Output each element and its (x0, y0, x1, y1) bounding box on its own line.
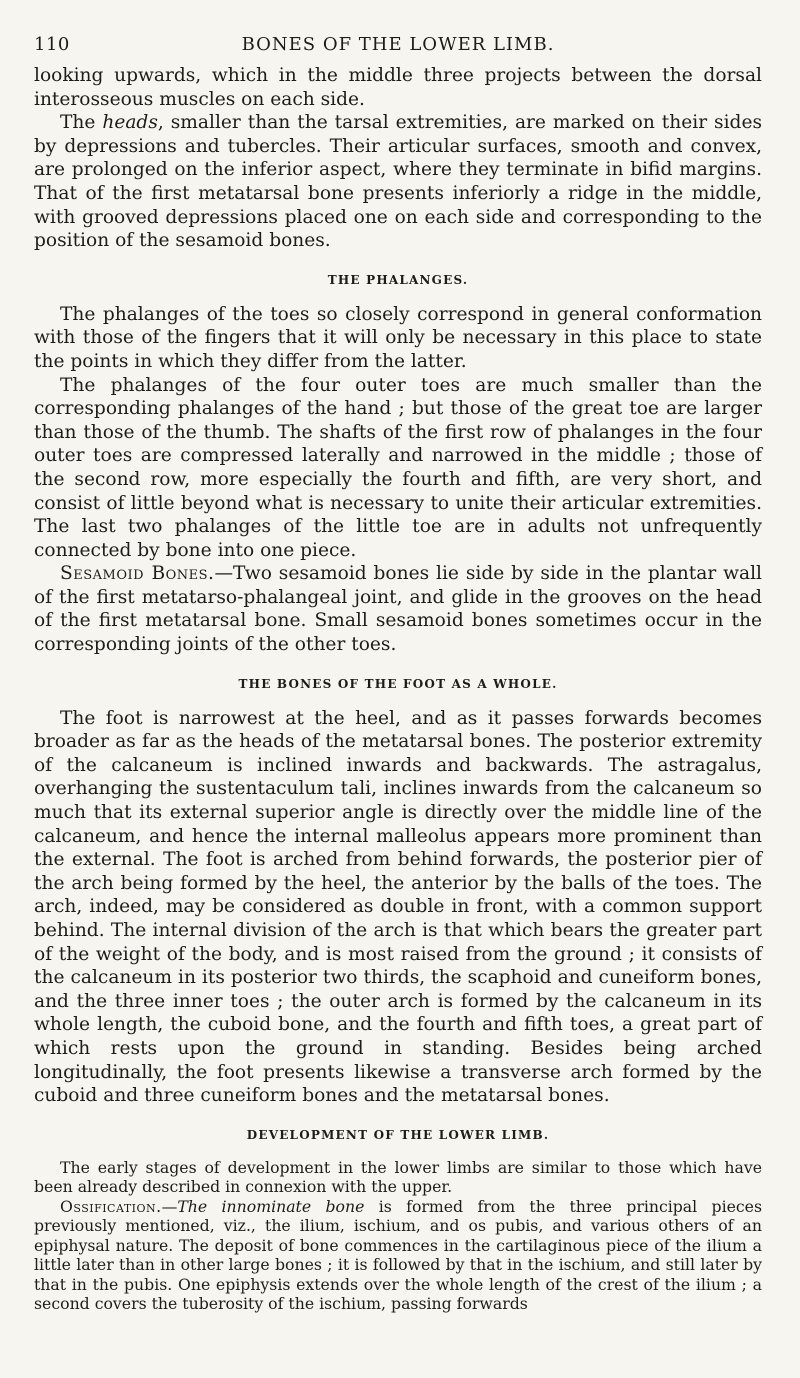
running-head (34, 34, 762, 64)
phalanges-heading: THE PHALANGES. (327, 272, 469, 287)
running-title: BONES OF THE LOWER LIMB. (241, 34, 555, 55)
ossification-paragraph: Ossification.—The innominate bone is formed from the three principal pieces previously mentioned, viz., the ilium, ischium, and os pubis, and various others of an epiphysal nature. The deposit of bone commences in the cartilaginous piece of the ilium a little later than in other large bones ; it is followed by that in the ischium, and still later by that in the pubis. One epiphysis extends over the whole length of the crest of the ilium ; a second covers the tuberosity of the ischium, passing forwards (34, 1196, 762, 1314)
phalanges-paragraph-1: The phalanges of the toes so closely correspond in general conformation with those of the fingers that it will only be necessary in this place to state the points in which they differ from the latter. (34, 303, 762, 372)
sesamoid-lead: Sesamoid Bones. (60, 563, 215, 585)
foot-whole-heading: THE BONES OF THE FOOT AS A WHOLE. (238, 676, 558, 691)
innominate-term: The innominate bone (177, 1196, 365, 1216)
foot-whole-paragraph: The foot is narrowest at the heel, and as it passes forwards becomes broader as far as the heads of the metatarsal bones. The posterior extremity of the calcaneum is inclined inwards and backwards. The astragalus, overhanging the sustentaculum tali, inclines inwards from the calcaneum so much that its external superior angle is directly over the middle line of the calcaneum, and hence the internal malleolus appears more prominent than the external. The foot is arched from behind forwards, the posterior pier of the arch being formed by the heel, the anterior by the balls of the toes. The arch, indeed, may be considered as double in front, with a common support behind. The internal division of the arch is that which bears the greater part of the weight of the body, and is most raised from the ground ; it consists of the calcaneum in its posterior two thirds, the scaphoid and cuneiform bones, and the three inner toes ; the outer arch is formed by the calcaneum in its whole length, the cuboid bone, and the fourth and fifth toes, a great part of which rests upon the ground in standing. Besides being arched longitudinally, the foot presents likewise a transverse arch formed by the cuboid and three cuneiform bones and the metatarsal bones. (34, 707, 762, 1107)
heads-term: heads (102, 112, 158, 134)
phalanges-paragraph-2: The phalanges of the four outer toes are much smaller than the corresponding phalanges of the hand ; but those of the great toe are larger than those of the thumb. The shafts of the first row of phalanges in the four outer toes are compressed laterally and narrowed in the middle ; those of the second row, more especially the fourth and fifth, are very short, and consist of little beyond what is necessary to unite their articular extremities. The last two phalanges of the little toe are in adults not unfrequently connected by bone into one piece. (34, 374, 762, 561)
page-number: 110 (34, 34, 70, 55)
sesamoid-paragraph: Sesamoid Bones.—Two sesamoid bones lie side by side in the plantar wall of the first metatarso-phalangeal joint, and glide in the grooves on the head of the first metatarsal bone. Small sesamoid bones sometimes occur in the corresponding joints of the other toes. (34, 563, 762, 656)
development-heading: DEVELOPMENT OF THE LOWER LIMB. (246, 1127, 550, 1142)
development-paragraph-1: The early stages of development in the lower limbs are similar to those which have been already described in connexion with the upper. (34, 1157, 762, 1197)
ossification-lead: Ossification. (60, 1196, 162, 1216)
metatarsal-paragraph-heads: The heads, smaller than the tarsal extremities, are marked on their sides by depressions and tubercles. Their articular surfaces, smooth and convex, are prolonged on the inferior aspect, where they terminate in bifid margins. That of the first metatarsal bone presents inferiorly a ridge in the middle, with grooved depressions placed one on each side and corresponding to the position of the sesamoid bones. (34, 112, 762, 252)
metatarsal-paragraph-1: looking upwards, which in the middle three projects between the dorsal interosseous muscles on each side. (34, 65, 762, 110)
